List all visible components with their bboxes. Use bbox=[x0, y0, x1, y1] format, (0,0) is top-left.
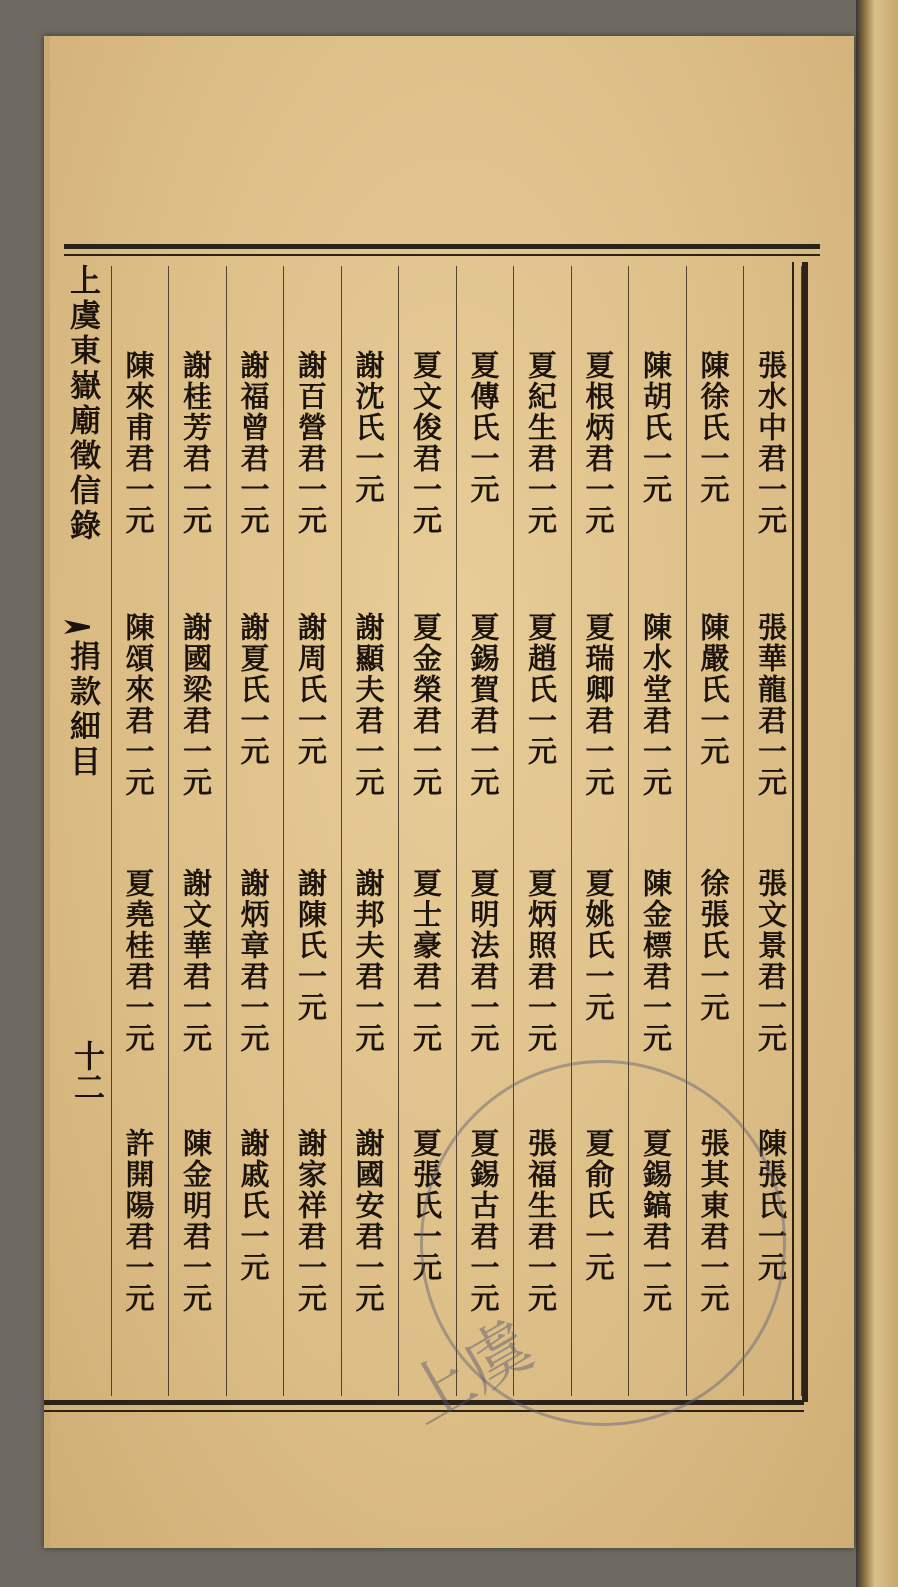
donation-entry: 陳徐氏一元 bbox=[696, 350, 731, 505]
column-divider bbox=[168, 266, 169, 1396]
column-divider bbox=[111, 266, 112, 1396]
top-border-rule-inner bbox=[64, 254, 820, 256]
donation-entry: 謝陳氏一元 bbox=[294, 868, 328, 1023]
donation-entry: 陳金明君一元 bbox=[179, 1128, 213, 1314]
donation-entry: 陳嚴氏一元 bbox=[696, 612, 731, 767]
donation-entry: 陳頌來君一元 bbox=[121, 612, 156, 798]
donation-entry: 夏趙氏一元 bbox=[524, 612, 558, 767]
donation-entry: 謝百營君一元 bbox=[294, 350, 328, 536]
donation-entry: 謝國梁君一元 bbox=[179, 612, 213, 798]
donation-entry: 張其東君一元 bbox=[696, 1128, 731, 1314]
donation-entry: 許開陽君一元 bbox=[121, 1128, 156, 1314]
donation-entry: 徐張氏一元 bbox=[696, 868, 731, 1023]
donation-entry: 夏張氏一元 bbox=[409, 1128, 443, 1283]
donation-entry: 夏炳照君一元 bbox=[524, 868, 558, 1054]
donation-entry: 謝國安君一元 bbox=[351, 1128, 386, 1314]
book-edge bbox=[856, 0, 898, 1587]
donation-entry: 謝家祥君一元 bbox=[294, 1128, 328, 1314]
donation-entry: 夏傳氏一元 bbox=[466, 350, 501, 505]
donation-entry: 夏文俊君一元 bbox=[409, 350, 443, 536]
donation-entry: 夏紀生君一元 bbox=[524, 350, 558, 536]
donation-entry: 陳來甫君一元 bbox=[121, 350, 156, 536]
column-divider bbox=[398, 266, 399, 1396]
section-title: 捐款細目 bbox=[64, 640, 100, 780]
right-border-rule bbox=[802, 262, 808, 1402]
donation-entry: 夏金榮君一元 bbox=[409, 612, 443, 798]
donation-entry: 謝炳章君一元 bbox=[236, 868, 271, 1054]
top-border-rule bbox=[64, 244, 820, 249]
book-title: 上虞東嶽廟徵信錄 bbox=[64, 264, 100, 544]
right-border-rule-inner bbox=[792, 262, 794, 1402]
donation-entry: 夏明法君一元 bbox=[466, 868, 501, 1054]
donation-entry: 夏堯桂君一元 bbox=[121, 868, 156, 1054]
donation-entry: 夏姚氏一元 bbox=[581, 868, 616, 1023]
donation-entry: 謝文華君一元 bbox=[179, 868, 213, 1054]
column-divider bbox=[801, 266, 802, 1396]
donation-entry: 謝夏氏一元 bbox=[236, 612, 271, 767]
donation-entry: 謝顯夫君一元 bbox=[351, 612, 386, 798]
donation-entry: 張福生君一元 bbox=[524, 1128, 558, 1314]
donation-entry: 夏士豪君一元 bbox=[409, 868, 443, 1054]
donation-entry: 張華龍君一元 bbox=[754, 612, 788, 798]
donation-entry: 陳金標君一元 bbox=[639, 868, 673, 1054]
donation-entry: 張水中君一元 bbox=[754, 350, 788, 536]
donation-entry: 夏錫鎬君一元 bbox=[639, 1128, 673, 1314]
donation-entry: 夏錫古君一元 bbox=[466, 1128, 501, 1314]
donation-entry: 謝沈氏一元 bbox=[351, 350, 386, 505]
donation-entry: 謝戚氏一元 bbox=[236, 1128, 271, 1283]
column-divider bbox=[283, 266, 284, 1396]
donation-entry: 夏俞氏一元 bbox=[581, 1128, 616, 1283]
donation-entry: 陳胡氏一元 bbox=[639, 350, 673, 505]
donation-entry: 陳水堂君一元 bbox=[639, 612, 673, 798]
library-stamp-text: 上虞 bbox=[392, 1306, 546, 1440]
donation-entry: 張文景君一元 bbox=[754, 868, 788, 1054]
page-number: 十二 bbox=[68, 1040, 104, 1102]
donation-entry: 陳張氏一元 bbox=[754, 1128, 788, 1283]
donation-entry: 謝周氏一元 bbox=[294, 612, 328, 767]
donation-entry: 謝邦夫君一元 bbox=[351, 868, 386, 1054]
donation-entry: 謝桂芳君一元 bbox=[179, 350, 213, 536]
donation-entry: 夏錫賀君一元 bbox=[466, 612, 501, 798]
column-divider bbox=[341, 266, 342, 1396]
donation-entry: 謝福曾君一元 bbox=[236, 350, 271, 536]
column-divider bbox=[226, 266, 227, 1396]
donation-entry: 夏瑞卿君一元 bbox=[581, 612, 616, 798]
donation-entry: 夏根炳君一元 bbox=[581, 350, 616, 536]
